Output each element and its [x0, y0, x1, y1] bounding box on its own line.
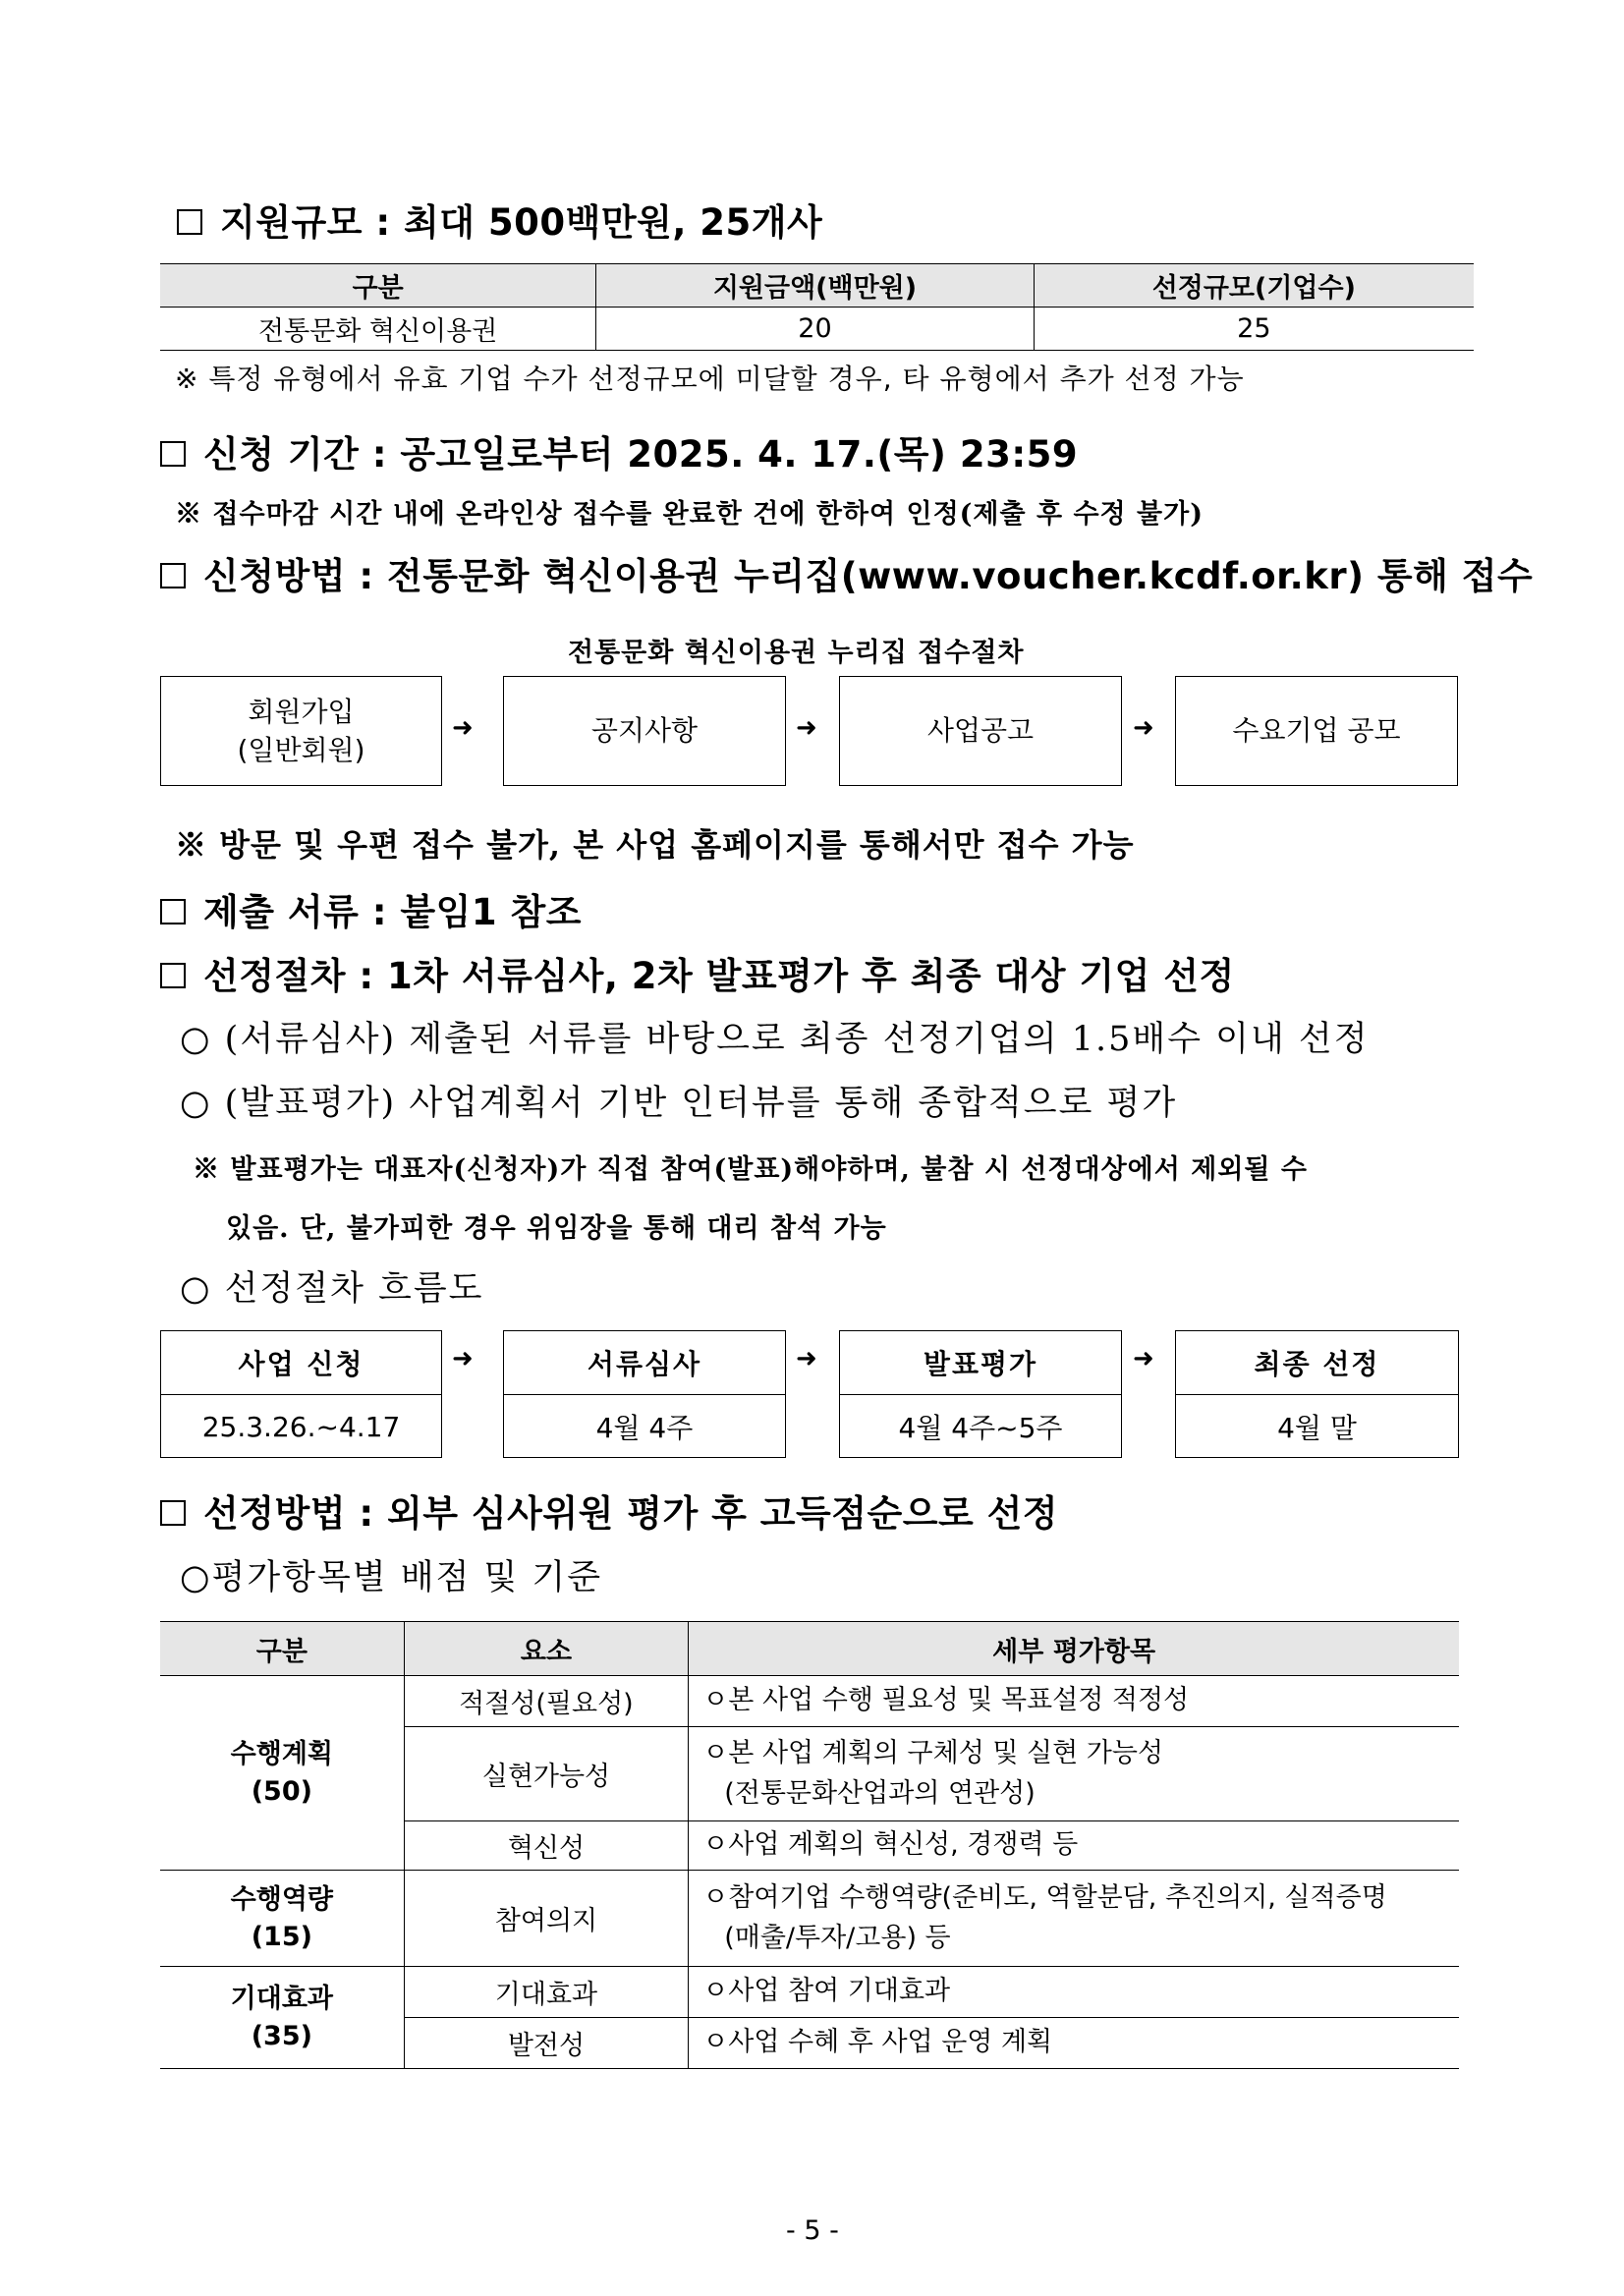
- element-cell: 적절성(필요성): [404, 1676, 689, 1727]
- flow-step: [160, 1330, 442, 1458]
- process-step: [1175, 676, 1458, 786]
- step-label: 사업공고: [926, 714, 1035, 748]
- category-score: (50): [251, 1775, 312, 1807]
- process-step: [839, 676, 1122, 786]
- note-presentation-cont: 있음. 단, 불가피한 경우 위임장을 통해 대리 참석 가능: [226, 1213, 887, 1244]
- flow-stage: 서류심사: [504, 1331, 785, 1395]
- table-header: 선정규모(기업수): [1034, 264, 1474, 308]
- section-selection-procedure: [160, 946, 1235, 999]
- note-additional-selection: ※ 특정 유형에서 유효 기업 수가 선정규모에 미달할 경우, 타 유형에서 추가 선정 가능: [175, 363, 1245, 395]
- table-cell: 20: [596, 308, 1034, 351]
- arrow-right-icon: ➜: [796, 1344, 817, 1373]
- arrow-right-icon: ➜: [1133, 1344, 1154, 1373]
- table-cell: 전통문화 혁신이용권: [160, 308, 596, 351]
- step-label: 수요기업 공모: [1232, 714, 1401, 748]
- category-score: (15): [251, 1921, 312, 1952]
- bullet-evaluation-criteria: ○평가항목별 배점 및 기준: [180, 1558, 603, 1597]
- item-line: ㅇ사업 계획의 혁신성, 경쟁력 등: [702, 1829, 1079, 1861]
- section-title: 신청 기간 : 공고일로부터 2025. 4. 17.(목) 23:59: [203, 433, 1079, 476]
- item-cell: [689, 1727, 1459, 1821]
- bullet-flow-chart: ○ 선정절차 흐름도: [180, 1269, 484, 1309]
- item-cell: [689, 1967, 1459, 2018]
- checkbox-icon: [177, 209, 202, 235]
- category-cell: [160, 1967, 404, 2069]
- process-step: [160, 676, 442, 786]
- page-number: - 5 -: [786, 2215, 839, 2246]
- step-label: 공지사항: [590, 714, 699, 748]
- flow-date: 4월 4주: [595, 1412, 694, 1444]
- item-line: (전통문화산업과의 연관성): [724, 1777, 1036, 1809]
- table-header: 요소: [404, 1622, 689, 1676]
- category-cell: [160, 1871, 404, 1967]
- table-header: 구분: [160, 264, 596, 308]
- table-header: 구분: [160, 1622, 404, 1676]
- item-cell: [689, 1676, 1459, 1727]
- item-cell: [689, 2018, 1459, 2069]
- element-cell: 혁신성: [404, 1821, 689, 1871]
- element-cell: 발전성: [404, 2018, 689, 2069]
- item-cell: [689, 1821, 1459, 1871]
- process-step: [503, 676, 786, 786]
- checkbox-icon: [160, 899, 186, 924]
- section-application-method: [160, 546, 1533, 599]
- support-table: [160, 263, 1474, 351]
- table-header: 지원금액(백만원): [596, 264, 1034, 308]
- note-online-only: ※ 방문 및 우편 접수 불가, 본 사업 홈페이지를 통해서만 접수 가능: [175, 826, 1135, 864]
- item-line: ㅇ사업 수혜 후 사업 운영 계획: [702, 2027, 1053, 2058]
- category-name: 기대효과: [230, 1983, 333, 2014]
- flow-step: [839, 1330, 1122, 1458]
- flow-stage: 최종 선정: [1176, 1331, 1458, 1395]
- item-line: ㅇ참여기업 수행역량(준비도, 역할분담, 추진의지, 실적증명: [702, 1882, 1387, 1913]
- section-title: 제출 서류 : 붙임1 참조: [203, 891, 583, 933]
- process-caption: 전통문화 혁신이용권 누리집 접수절차: [568, 638, 1025, 668]
- section-documents: [160, 882, 582, 935]
- item-line: ㅇ본 사업 수행 필요성 및 목표설정 적정성: [702, 1685, 1190, 1716]
- table-cell: 25: [1034, 308, 1474, 351]
- note-deadline: ※ 접수마감 시간 내에 온라인상 접수를 완료한 건에 한하여 인정(제출 후 수정 불가): [175, 499, 1204, 530]
- category-name: 수행역량: [230, 1883, 333, 1915]
- flow-step: [1175, 1330, 1459, 1458]
- category-score: (35): [251, 2020, 312, 2051]
- checkbox-icon: [160, 1500, 186, 1526]
- item-line: (매출/투자/고용) 등: [724, 1922, 951, 1953]
- flow-step: [503, 1330, 786, 1458]
- bullet-document-review: ○ (서류심사) 제출된 서류를 바탕으로 최종 선정기업의 1.5배수 이내 선정: [180, 1020, 1370, 1059]
- flow-stage: 발표평가: [840, 1331, 1121, 1395]
- note-presentation: ※ 발표평가는 대표자(신청자)가 직접 참여(발표)해야하며, 불참 시 선정대상에서 제외될 수: [193, 1154, 1308, 1185]
- section-application-period: [160, 424, 1078, 477]
- checkbox-icon: [160, 963, 186, 988]
- element-cell: 참여의지: [404, 1871, 689, 1967]
- table-row: [160, 1967, 1459, 2018]
- element-cell: 기대효과: [404, 1967, 689, 2018]
- section-title: 선정방법 : 외부 심사위원 평가 후 고득점순으로 선정: [203, 1492, 1059, 1535]
- flow-date: 4월 4주~5주: [898, 1412, 1063, 1444]
- table-row: [160, 1871, 1459, 1967]
- table-header: 세부 평가항목: [689, 1622, 1459, 1676]
- arrow-right-icon: ➜: [796, 713, 817, 743]
- item-line: ㅇ본 사업 계획의 구체성 및 실현 가능성: [702, 1738, 1164, 1768]
- category-cell: [160, 1676, 404, 1871]
- checkbox-icon: [160, 563, 186, 588]
- section-support-scale: [177, 193, 822, 246]
- evaluation-table: [160, 1621, 1459, 2069]
- item-cell: [689, 1871, 1459, 1967]
- arrow-right-icon: ➜: [1133, 713, 1154, 743]
- section-title: 신청방법 : 전통문화 혁신이용권 누리집(www.voucher.kcdf.or.kr) 통해 접수: [203, 555, 1534, 597]
- step-sublabel: (일반회원): [237, 734, 365, 766]
- arrow-right-icon: ➜: [452, 713, 474, 743]
- section-selection-method: [160, 1484, 1058, 1537]
- table-row: [160, 1676, 1459, 1727]
- flow-date: 25.3.26.~4.17: [201, 1410, 401, 1443]
- item-line: ㅇ사업 참여 기대효과: [702, 1976, 951, 2007]
- step-label: 회원가입: [248, 695, 355, 728]
- section-title: 지원규모 : 최대 500백만원, 25개사: [220, 201, 823, 244]
- arrow-right-icon: ➜: [452, 1344, 474, 1373]
- section-title: 선정절차 : 1차 서류심사, 2차 발표평가 후 최종 대상 기업 선정: [203, 955, 1235, 997]
- category-name: 수행계획: [230, 1738, 333, 1769]
- bullet-presentation-review: ○ (발표평가) 사업계획서 기반 인터뷰를 통해 종합적으로 평가: [180, 1084, 1178, 1123]
- checkbox-icon: [160, 441, 186, 467]
- flow-date: 4월 말: [1277, 1412, 1357, 1444]
- flow-stage: 사업 신청: [161, 1331, 441, 1395]
- element-cell: 실현가능성: [404, 1727, 689, 1821]
